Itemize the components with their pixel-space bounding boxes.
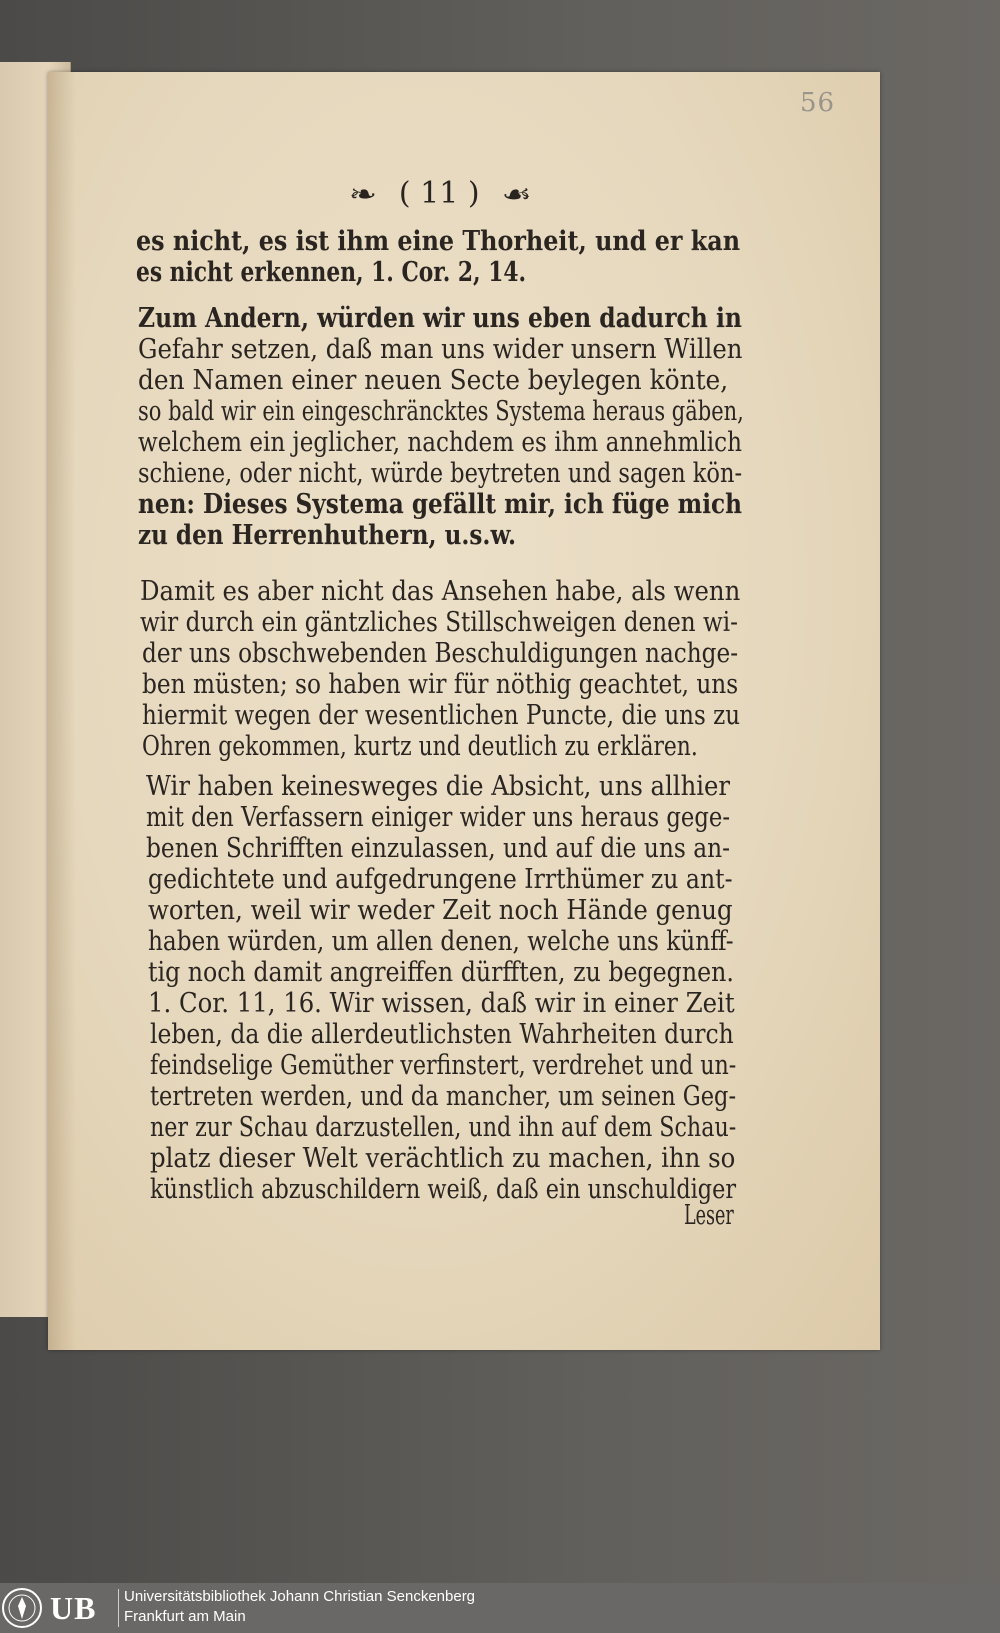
ornament-left-icon: ❧	[348, 180, 377, 210]
text-line: Gefahr setzen, daß man uns wider unsern Willen	[138, 334, 743, 365]
page-number: ( 11 )	[398, 176, 480, 211]
text-line: benen Schrifften einzulassen, und auf die uns an-	[146, 833, 731, 864]
logo-text: UB	[50, 1589, 97, 1626]
text-line: worten, weil wir weder Zeit noch Hände genug	[148, 895, 733, 926]
footer-bar	[0, 1583, 1000, 1633]
text-line: es nicht, es ist ihm eine Thorheit, und er kan	[136, 226, 741, 257]
text-line: so bald wir ein eingeschräncktes Systema heraus gäben,	[138, 396, 744, 427]
text-line: Damit es aber nicht das Ansehen habe, als wenn	[140, 576, 741, 607]
ornament-right-icon: ☙	[501, 180, 532, 210]
text-line: welchem ein jeglicher, nachdem es ihm annehmlich	[138, 427, 742, 458]
footer-divider	[118, 1589, 119, 1627]
text-line: hiermit wegen der wesentlichen Puncte, die uns zu	[142, 700, 741, 731]
text-line: nen: Dieses Systema gefällt mir, ich füge mich	[138, 489, 742, 520]
text-line: wir durch ein gäntzliches Stillschweigen denen wi-	[140, 607, 738, 638]
text-line: ner zur Schau darzustellen, und ihn auf dem Schau-	[150, 1112, 737, 1143]
text-line: feindselige Gemüther verfinstert, verdrehet und un-	[150, 1050, 737, 1081]
text-line: zu den Herrenhuthern, u.s.w.	[138, 520, 517, 551]
text-line: platz dieser Welt verächtlich zu machen, ihn so	[150, 1143, 736, 1174]
catchword: Leser	[684, 1200, 734, 1231]
library-logo	[0, 1587, 96, 1629]
text-line: Ohren gekommen, kurtz und deutlich zu erklären.	[142, 731, 698, 762]
text-line: mit den Verfassern einiger wider uns heraus gege-	[146, 802, 731, 833]
text-line: 1. Cor. 11, 16. Wir wissen, daß wir in einer Zeit	[148, 988, 735, 1019]
text-line: leben, da die allerdeutlichsten Wahrheiten durch	[150, 1019, 734, 1050]
text-line: haben würden, um allen denen, welche uns künff-	[148, 926, 734, 957]
text-line: künstlich abzuschildern weiß, daß ein unschuldiger	[150, 1174, 737, 1205]
page-header	[140, 176, 740, 211]
text-line: gedichtete und aufgedrungene Irrthümer zu ant-	[148, 864, 733, 895]
library-city: Frankfurt am Main	[124, 1608, 246, 1625]
library-name: Universitätsbibliothek Johann Christian Senckenberg	[124, 1588, 476, 1605]
text-line: schiene, oder nicht, würde beytreten und sagen kön-	[138, 458, 743, 489]
text-line: der uns obschwebenden Beschuldigungen nachge-	[142, 638, 739, 669]
text-line: ben müsten; so haben wir für nöthig geachtet, uns	[142, 669, 739, 700]
text-line: tertreten werden, und da mancher, um seinen Geg-	[150, 1081, 737, 1112]
text-line: Wir haben keinesweges die Absicht, uns allhier	[146, 771, 731, 802]
folio-number: 56	[800, 88, 836, 118]
text-line: Zum Andern, würden wir uns eben dadurch in	[138, 303, 742, 334]
text-line: tig noch damit angreiffen dürfften, zu begegnen.	[148, 957, 734, 988]
seal-icon	[0, 1586, 44, 1630]
text-line: es nicht erkennen, 1. Cor. 2, 14.	[136, 257, 527, 288]
text-line: den Namen einer neuen Secte beylegen könte,	[138, 365, 729, 396]
